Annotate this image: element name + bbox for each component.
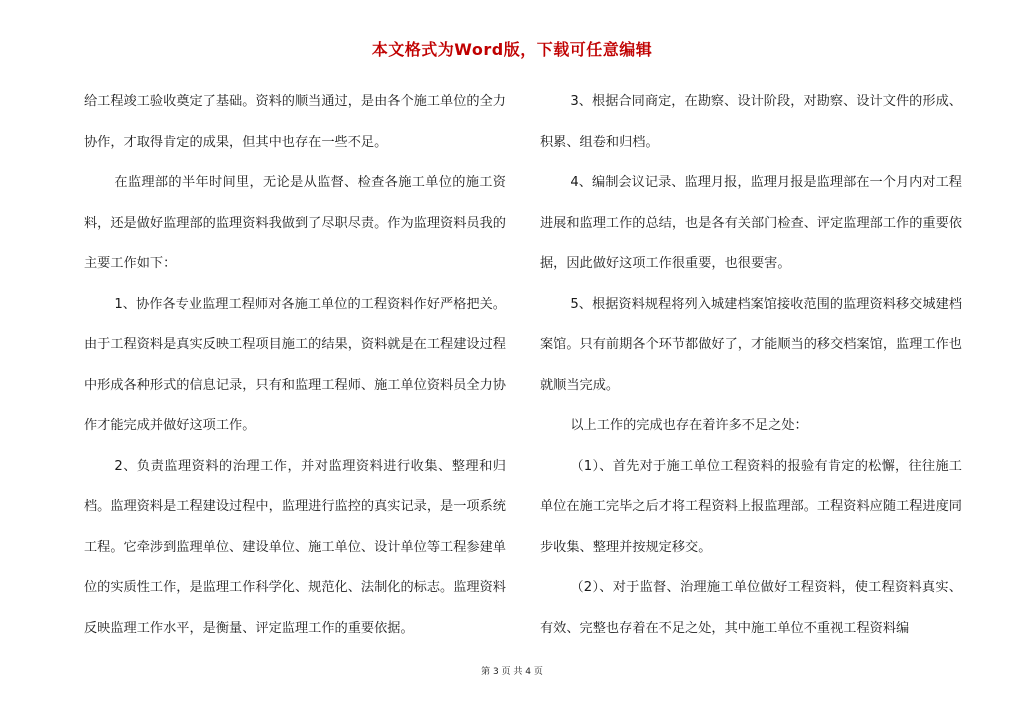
paragraph: 2、负责监理资料的治理工作，并对监理资料进行收集、整理和归档。监理资料是工程建设过程中，监理进行监控的真实记录，是一项系统工程。它牵涉到监理单位、建设单位、施工单位、设计单位等工程参建单位的实质性工作，是监理工作科学化、规范化、法制化的标志。监理资料反映监理工作水平，是衡量、评定监理工作的重要依据。 [84,458,506,636]
paragraph: 给工程竣工验收奠定了基础。资料的顺当通过，是由各个施工单位的全力协作，才取得肯定的成果，但其中也存在一些不足。 [84,94,506,150]
paragraph: 5、根据资料规程将列入城建档案馆接收范围的监理资料移交城建档案馆。只有前期各个环节都做好了，才能顺当的移交档案馆，监理工作也就顺当完成。 [540,296,962,393]
paragraph: （1）、首先对于施工单位工程资料的报验有肯定的松懈，往往施工单位在施工完毕之后才将工程资料上报监理部。工程资料应随工程进度同步收集、整理并按规定移交。 [540,458,962,555]
paragraph: 3、根据合同商定，在勘察、设计阶段，对勘察、设计文件的形成、积累、组卷和归档。 [540,94,962,150]
paragraph: 1、协作各专业监理工程师对各施工单位的工程资料作好严格把关。由于工程资料是真实反映工程项目施工的结果，资料就是在工程建设过程中形成各种形式的信息记录，只有和监理工程师、施工单位资料员全力协作才能完成并做好这项工作。 [84,296,506,433]
left-column [84,82,506,649]
paragraph: （2）、对于监督、治理施工单位做好工程资料，使工程资料真实、有效、完整也存着在不足之处，其中施工单位不重视工程资料编 [540,580,962,636]
page-number-footer: 第 3 页 共 4 页 [481,667,543,677]
right-column [540,82,962,649]
paragraph: 以上工作的完成也存在着许多不足之处： [570,418,808,433]
paragraph: 4、编制会议记录、监理月报，监理月报是监理部在一个月内对工程进展和监理工作的总结，也是各有关部门检查、评定监理部工作的重要依据，因此做好这项工作很重要，也很要害。 [540,175,962,271]
document-banner: 本文格式为Word版，下载可任意编辑 [371,40,653,59]
paragraph: 在监理部的半年时间里，无论是从监督、检查各施工单位的施工资料，还是做好监理部的监理资料我做到了尽职尽责。作为监理资料员我的主要工作如下： [84,175,506,271]
